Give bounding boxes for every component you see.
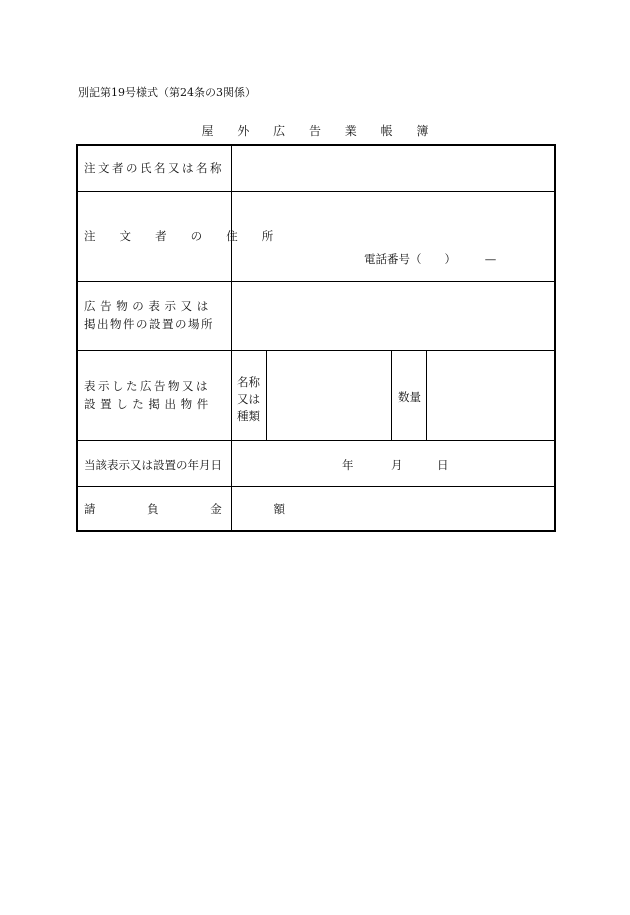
field-name-or-type[interactable] bbox=[267, 351, 390, 439]
document-title: 屋 外 広 告 業 帳 簿 bbox=[201, 124, 439, 138]
form-number-label: 別記第19号様式（第24条の3関係） bbox=[78, 86, 256, 99]
label-ad-location-line2: 掲出物件の設置の場所 bbox=[84, 317, 214, 331]
day-label: 日 bbox=[437, 458, 449, 472]
field-contract-amount[interactable] bbox=[232, 487, 555, 531]
year-label: 年 bbox=[342, 458, 354, 472]
label-displayed-line2: 設置した掲出物件 bbox=[84, 397, 213, 411]
row-divider bbox=[78, 440, 554, 441]
field-orderer-name[interactable] bbox=[232, 147, 555, 190]
label-date: 当該表示又は設置の年月日 bbox=[84, 458, 222, 472]
name-type-line1: 名称 bbox=[237, 375, 260, 389]
phone-number-label: 電話番号（ ） — bbox=[364, 252, 497, 266]
field-quantity[interactable] bbox=[427, 351, 555, 439]
label-orderer-name: 注文者の氏名又は名称 bbox=[84, 161, 224, 175]
label-orderer-address: 注 文 者 の 住 所 bbox=[84, 229, 284, 243]
column-divider bbox=[391, 350, 392, 440]
label-quantity: 数量 bbox=[398, 390, 421, 404]
label-displayed-line1: 表示した広告物又は bbox=[84, 379, 210, 393]
name-type-line3: 種類 bbox=[237, 409, 260, 423]
ledger-form-table bbox=[76, 144, 556, 532]
name-type-line2: 又は bbox=[237, 392, 260, 406]
label-name-or-type bbox=[237, 374, 260, 425]
month-label: 月 bbox=[391, 458, 403, 472]
label-contract-amount: 請 負 金 額 bbox=[84, 502, 309, 516]
label-ad-location-line1: 広告物の表示又は bbox=[84, 299, 213, 313]
field-ad-location[interactable] bbox=[232, 282, 555, 349]
